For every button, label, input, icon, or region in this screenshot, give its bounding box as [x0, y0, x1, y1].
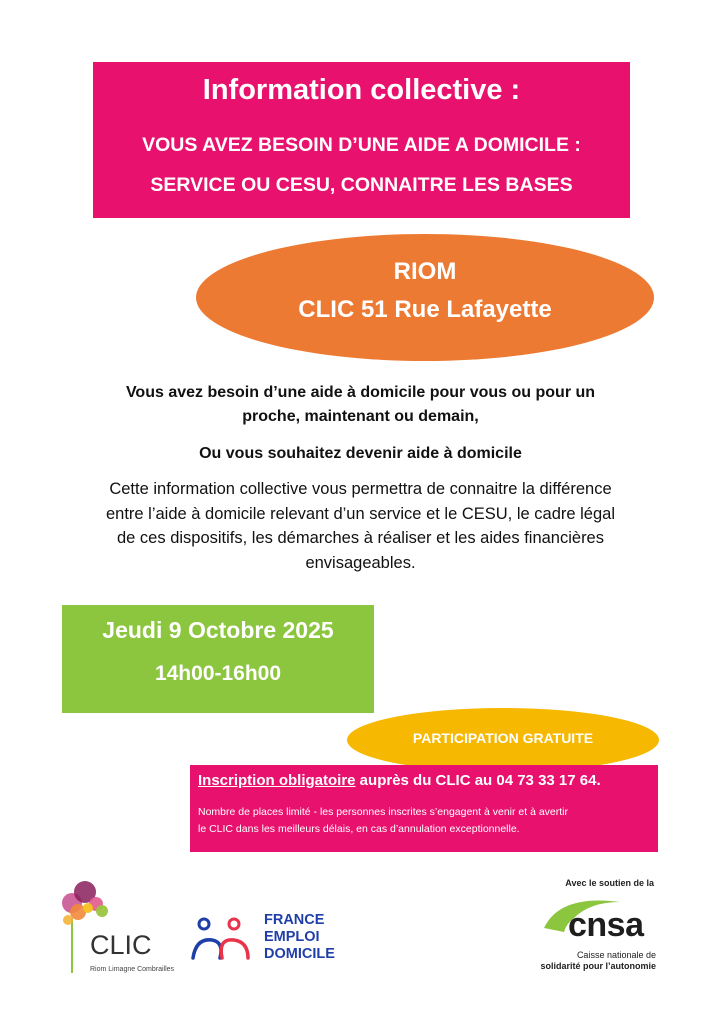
people-icon: [190, 916, 252, 964]
description-line2: entre l’aide à domicile relevant d’un service et le CESU, le cadre légal: [105, 504, 615, 523]
description-line1: Cette information collective vous permettra de connaitre la différence: [109, 480, 612, 498]
event-date: Jeudi 9 Octobre 2025: [102, 617, 334, 643]
header-subtitle-line2: SERVICE OU CESU, CONNAITRE LES BASES: [150, 174, 573, 196]
header-banner: [93, 62, 630, 218]
clic-name: CLIC: [90, 930, 152, 960]
clic-logo: [60, 878, 175, 978]
header-title: Information collective :: [202, 74, 521, 106]
cnsa-tagline1: Caisse nationale de: [576, 950, 656, 960]
description-line4: envisageables.: [305, 553, 416, 572]
cnsa-support-text: Avec le soutien de la: [565, 878, 654, 888]
registration-main: [198, 772, 601, 789]
event-date-box: [62, 605, 374, 713]
france-emploi-domicile-logo: [190, 910, 360, 970]
registration-box: [190, 765, 658, 852]
registration-required-label: Inscription obligatoire: [198, 772, 356, 789]
intro-line3: Ou vous souhaitez devenir aide à domicile: [199, 445, 522, 462]
cnsa-wordmark: cnsa: [568, 906, 644, 944]
federation-line3: DOMICILE: [264, 946, 335, 962]
participation-badge: [347, 708, 659, 772]
location-address: CLIC 51 Rue Lafayette: [298, 296, 552, 323]
header-subtitle-line1: VOUS AVEZ BESOIN D’UNE AIDE A DOMICILE :: [142, 134, 581, 156]
federation-line2: EMPLOI: [264, 929, 320, 945]
description: [60, 477, 661, 575]
registration-note-line1: Nombre de places limité - les personnes inscrites s’engagent à venir et à avertir: [198, 806, 569, 818]
cnsa-tagline2: solidarité pour l’autonomie: [540, 961, 656, 971]
intro-line2: proche, maintenant ou demain,: [242, 408, 479, 425]
registration-note: [198, 804, 653, 838]
clic-subtitle: Riom Limagne Combrailles: [90, 966, 175, 973]
location-ellipse: [196, 234, 654, 361]
clic-flower-icon: [60, 878, 120, 978]
description-line3: de ces dispositifs, les démarches à réaliser et les aides financières: [117, 529, 604, 547]
participation-label: PARTICIPATION GRATUITE: [412, 730, 594, 746]
registration-note-line2: le CLIC dans les meilleurs délais, en cas d’annulation exceptionnelle.: [198, 823, 520, 835]
intro-line1: Vous avez besoin d’une aide à domicile pour vous ou pour un: [125, 384, 596, 401]
cnsa-logo: [538, 878, 668, 978]
federation-line1: FRANCE: [264, 912, 325, 928]
registration-contact: auprès du CLIC au 04 73 33 17 64.: [355, 772, 601, 789]
event-time: 14h00-16h00: [154, 662, 282, 685]
federation-name: [264, 912, 335, 963]
location-city: RIOM: [393, 258, 457, 285]
